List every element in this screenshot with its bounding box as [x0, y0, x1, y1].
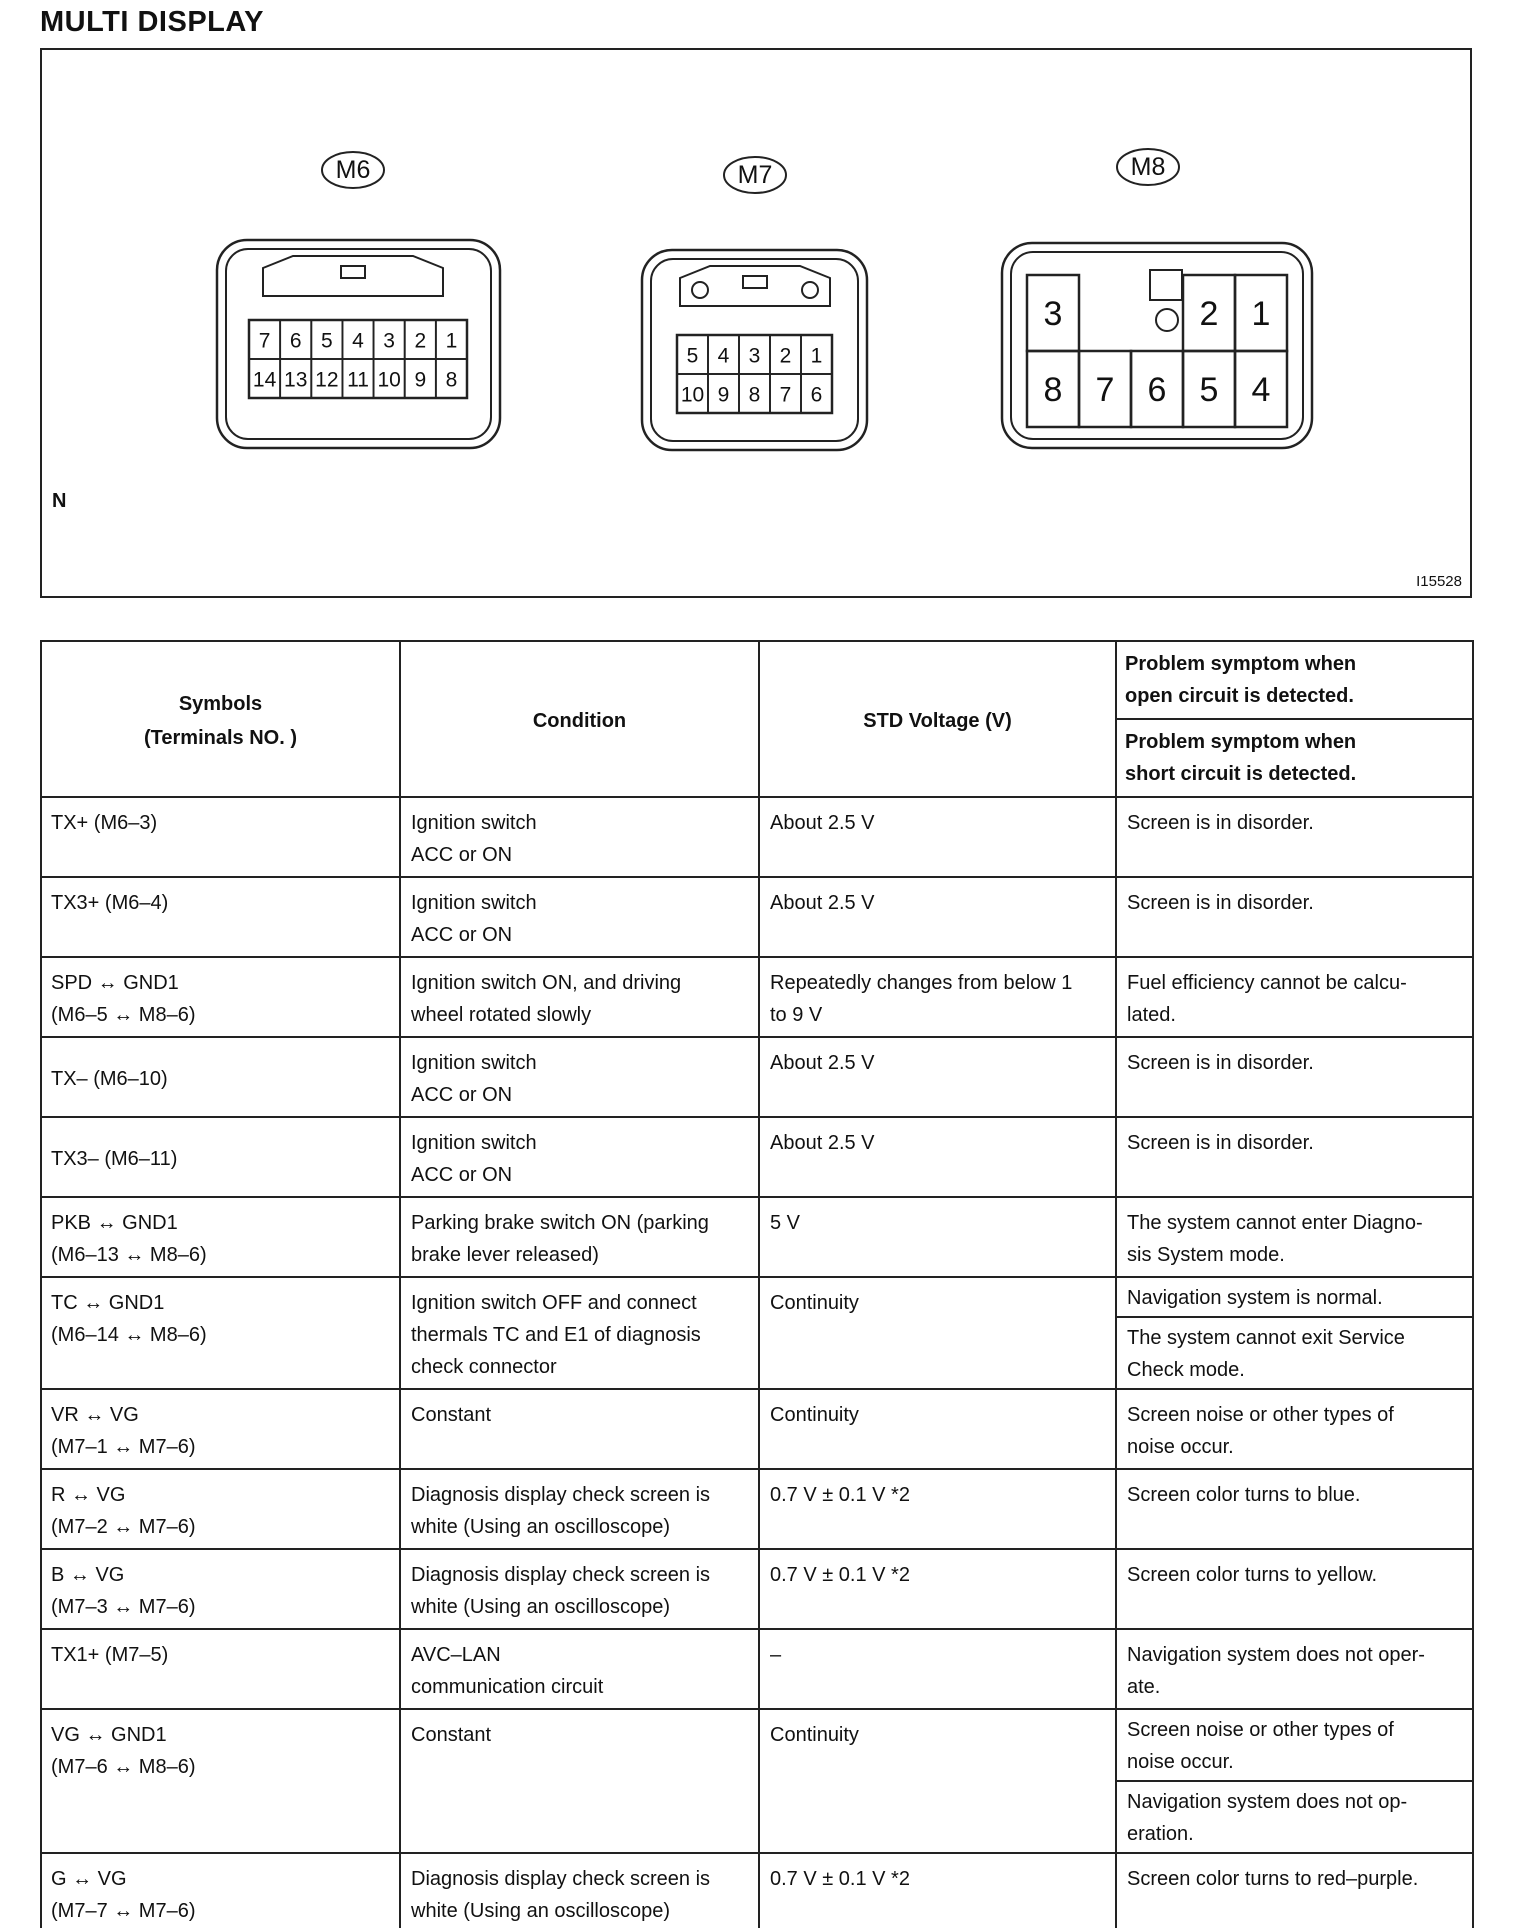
connector-key: [1150, 270, 1182, 300]
header-problem-short: Problem symptom when short circuit is detected.: [1116, 719, 1473, 797]
header-condition: Condition: [400, 641, 759, 797]
symbol-cell: B ↔ VG (M7–3 ↔ M7–6): [41, 1549, 400, 1629]
pin-number: 9: [414, 368, 427, 392]
diagram-note: N: [52, 490, 67, 512]
condition-cell: Ignition switch ACC or ON: [400, 797, 759, 877]
problem-cell: Screen is in disorder.: [1116, 1117, 1473, 1197]
condition-cell: AVC–LAN communication circuit: [400, 1629, 759, 1709]
connector-key-hole: [1156, 309, 1178, 331]
pin-number: 10: [680, 383, 705, 407]
problem-cell: Screen is in disorder.: [1116, 797, 1473, 877]
pin-number: 1: [445, 329, 458, 353]
symbol-cell: G ↔ VG (M7–7 ↔ M7–6): [41, 1853, 400, 1928]
problem-cell: Screen color turns to yellow.: [1116, 1549, 1473, 1629]
pin-number: 2: [779, 344, 792, 368]
pin-number: 6: [1147, 371, 1167, 409]
voltage-cell: Repeatedly changes from below 1 to 9 V: [759, 957, 1116, 1037]
header-std-voltage: STD Voltage (V): [759, 641, 1116, 797]
table-row: [41, 1469, 1473, 1549]
voltage-cell: Continuity: [759, 1277, 1116, 1389]
connector-lock: [680, 266, 830, 306]
condition-cell: Diagnosis display check screen is white (Using an oscilloscope): [400, 1469, 759, 1549]
table-row: [41, 1709, 1473, 1781]
table-row: [41, 1277, 1473, 1317]
problem-cell: Screen color turns to blue.: [1116, 1469, 1473, 1549]
voltage-cell: Continuity: [759, 1709, 1116, 1853]
connector-label-m8: M8: [1130, 153, 1166, 181]
problem-cell: Screen is in disorder.: [1116, 1037, 1473, 1117]
voltage-cell: 5 V: [759, 1197, 1116, 1277]
symbol-cell: TC ↔ GND1 (M6–14 ↔ M8–6): [41, 1277, 400, 1389]
pin-number: 6: [810, 383, 823, 407]
table-row: [41, 1853, 1473, 1928]
voltage-cell: 0.7 V ± 0.1 V *2: [759, 1469, 1116, 1549]
condition-cell: Ignition switch OFF and connect thermals TC and E1 of diagnosis check connector: [400, 1277, 759, 1389]
symbol-cell: VG ↔ GND1 (M7–6 ↔ M8–6): [41, 1709, 400, 1853]
table-row: [41, 1389, 1473, 1469]
voltage-cell: About 2.5 V: [759, 1117, 1116, 1197]
table-body: [41, 797, 1473, 1928]
pin-number: 8: [1043, 371, 1063, 409]
pin-number: 14: [252, 368, 277, 392]
pin-number: 12: [315, 368, 339, 392]
problem-cell: Screen noise or other types of noise occur.: [1116, 1709, 1473, 1781]
voltage-cell: 0.7 V ± 0.1 V *2: [759, 1853, 1116, 1928]
symbol-cell: TX3+ (M6–4): [41, 877, 400, 957]
connector-housing-inner: [1011, 252, 1303, 439]
table-row: [41, 1629, 1473, 1709]
voltage-cell: About 2.5 V: [759, 877, 1116, 957]
pin-number: 3: [383, 329, 395, 353]
symbol-cell: VR ↔ VG (M7–1 ↔ M7–6): [41, 1389, 400, 1469]
table-row: [41, 1549, 1473, 1629]
pin-number: 13: [284, 368, 308, 392]
header-symbols: Symbols (Terminals NO. ): [41, 641, 400, 797]
table-header-row: [41, 641, 1473, 719]
connector-lock: [263, 256, 443, 296]
condition-cell: Ignition switch ACC or ON: [400, 1037, 759, 1117]
pin-number: 7: [779, 383, 792, 407]
pin-number: 2: [414, 329, 427, 353]
symbol-cell: TX– (M6–10): [41, 1037, 400, 1117]
table-row: [41, 1037, 1473, 1117]
table-row: [41, 1197, 1473, 1277]
pin-number: 5: [686, 344, 699, 368]
pin-number: 3: [748, 344, 761, 368]
connector-label-m7: M7: [737, 161, 773, 189]
pin-number: 9: [717, 383, 730, 407]
symbol-cell: SPD ↔ GND1 (M6–5 ↔ M8–6): [41, 957, 400, 1037]
condition-cell: Ignition switch ACC or ON: [400, 1117, 759, 1197]
symbol-cell: R ↔ VG (M7–2 ↔ M7–6): [41, 1469, 400, 1549]
pin-number: 8: [445, 368, 458, 392]
condition-cell: Parking brake switch ON (parking brake lever released): [400, 1197, 759, 1277]
pin-number: 4: [1251, 371, 1271, 409]
pin-number: 8: [748, 383, 761, 407]
condition-cell: Diagnosis display check screen is white (Using an oscilloscope): [400, 1549, 759, 1629]
figure-id: I15528: [1416, 573, 1462, 590]
problem-cell: Fuel efficiency cannot be calcu- lated.: [1116, 957, 1473, 1037]
connector-lock-hole: [802, 282, 818, 298]
problem-cell: The system cannot enter Diagno- sis System mode.: [1116, 1197, 1473, 1277]
problem-cell: Navigation system is normal.: [1116, 1277, 1473, 1317]
symbol-cell: TX3– (M6–11): [41, 1117, 400, 1197]
pin-number: 7: [1095, 371, 1115, 409]
pin-number: 10: [377, 368, 401, 392]
table-row: [41, 877, 1473, 957]
table-row: [41, 797, 1473, 877]
pin-number: 5: [1199, 371, 1219, 409]
pin-number: 11: [347, 368, 369, 392]
pin-number: 3: [1043, 295, 1063, 333]
symbol-cell: PKB ↔ GND1 (M6–13 ↔ M8–6): [41, 1197, 400, 1277]
voltage-cell: –: [759, 1629, 1116, 1709]
pin-number: 2: [1199, 295, 1219, 333]
condition-cell: Diagnosis display check screen is white (Using an oscilloscope): [400, 1853, 759, 1928]
pin-number: 4: [352, 329, 364, 353]
terminal-spec-table: [40, 640, 1474, 1928]
table-row: [41, 957, 1473, 1037]
voltage-cell: About 2.5 V: [759, 797, 1116, 877]
condition-cell: Ignition switch ACC or ON: [400, 877, 759, 957]
pin-number: 7: [258, 329, 271, 353]
connector-diagram-svg: [42, 50, 1474, 600]
voltage-cell: Continuity: [759, 1389, 1116, 1469]
voltage-cell: 0.7 V ± 0.1 V *2: [759, 1549, 1116, 1629]
connector-lock-tab: [341, 266, 365, 278]
condition-cell: Ignition switch ON, and driving wheel rotated slowly: [400, 957, 759, 1037]
problem-cell: Screen is in disorder.: [1116, 877, 1473, 957]
pin-number: 4: [717, 344, 730, 368]
voltage-cell: About 2.5 V: [759, 1037, 1116, 1117]
page-title: MULTI DISPLAY: [40, 6, 265, 38]
symbol-cell: TX+ (M6–3): [41, 797, 400, 877]
problem-cell: Screen color turns to red–purple.: [1116, 1853, 1473, 1928]
problem-cell: Screen noise or other types of noise occur.: [1116, 1389, 1473, 1469]
problem-cell: Navigation system does not op- eration.: [1116, 1781, 1473, 1853]
symbol-cell: TX1+ (M7–5): [41, 1629, 400, 1709]
pin-number: 5: [321, 329, 333, 353]
connector-lock-tab: [743, 276, 767, 288]
condition-cell: Constant: [400, 1709, 759, 1853]
connector-diagram: [40, 48, 1472, 598]
problem-cell: The system cannot exit Service Check mode.: [1116, 1317, 1473, 1389]
header-problem-open: Problem symptom when open circuit is detected.: [1116, 641, 1473, 719]
pin-number: 1: [810, 344, 823, 368]
problem-cell: Navigation system does not oper- ate.: [1116, 1629, 1473, 1709]
pin-number: 6: [289, 329, 302, 353]
condition-cell: Constant: [400, 1389, 759, 1469]
connector-lock-hole: [692, 282, 708, 298]
table-row: [41, 1117, 1473, 1197]
pin-number: 1: [1251, 295, 1271, 333]
connector-label-m6: M6: [335, 156, 371, 184]
